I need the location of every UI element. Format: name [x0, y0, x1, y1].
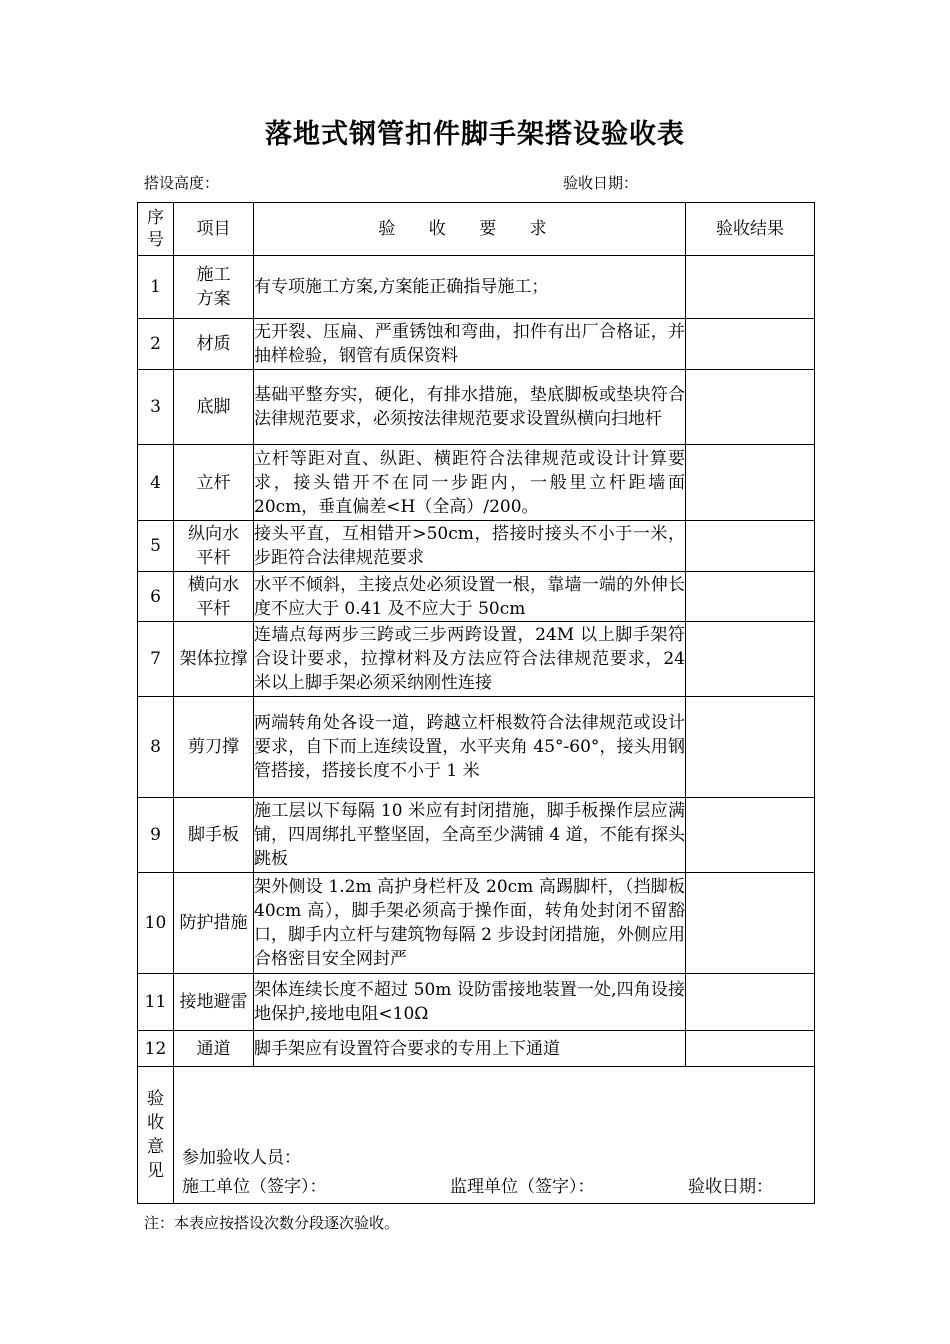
row-item: 架体拉撑 [174, 622, 254, 697]
supervision-sign-label: 监理单位（签字）： [450, 1177, 595, 1197]
row-seq: 3 [138, 370, 174, 445]
header-requirement: 验 收 要 求 [254, 203, 686, 256]
row-result[interactable] [686, 521, 815, 572]
participants-label: 参加验收人员： [182, 1148, 301, 1168]
page-title: 落地式钢管扣件脚手架搭设验收表 [265, 119, 685, 150]
table-row [138, 798, 815, 873]
row-item: 施工方案 [174, 256, 254, 319]
table-row [138, 521, 815, 572]
acceptance-date-label: 验收日期： [688, 1177, 773, 1197]
table-row [138, 256, 815, 319]
table-header-row [138, 203, 815, 256]
row-seq: 10 [138, 873, 174, 974]
table-row [138, 697, 815, 798]
row-result[interactable] [686, 256, 815, 319]
construction-sign-label: 施工单位（签字）： [182, 1177, 327, 1197]
table-row [138, 974, 815, 1031]
row-item: 防护措施 [174, 873, 254, 974]
row-requirement: 基础平整夯实，硬化，有排水措施，垫底脚板或垫块符合法律规范要求，必须按法律规范要求设置纵横向扫地杆 [254, 370, 686, 445]
acceptance-table [137, 202, 815, 1204]
table-row [138, 873, 815, 974]
opinion-label: 验收意见 [138, 1067, 174, 1204]
row-requirement: 脚手架应有设置符合要求的专用上下通道 [254, 1031, 686, 1067]
row-item: 脚手板 [174, 798, 254, 873]
table-row [138, 319, 815, 370]
row-item: 剪刀撑 [174, 697, 254, 798]
row-item: 底脚 [174, 370, 254, 445]
row-item: 立杆 [174, 445, 254, 521]
row-seq: 9 [138, 798, 174, 873]
header-seq: 序号 [138, 203, 174, 256]
header-item: 项目 [174, 203, 254, 256]
row-seq: 11 [138, 974, 174, 1031]
table-row [138, 622, 815, 697]
date-label: 验收日期： [563, 174, 639, 192]
row-result[interactable] [686, 974, 815, 1031]
row-result[interactable] [686, 873, 815, 974]
row-item: 材质 [174, 319, 254, 370]
row-result[interactable] [686, 370, 815, 445]
table-row [138, 370, 815, 445]
row-requirement: 有专项施工方案,方案能正确指导施工； [254, 256, 686, 319]
row-seq: 8 [138, 697, 174, 798]
row-seq: 5 [138, 521, 174, 572]
header-result: 验收结果 [686, 203, 815, 256]
row-seq: 12 [138, 1031, 174, 1067]
row-requirement: 两端转角处各设一道，跨越立杆根数符合法律规范或设计要求，自下而上连续设置，水平夹角 45°-60°，接头用钢管搭接，搭接长度不小于 1 米 [254, 697, 686, 798]
row-result[interactable] [686, 319, 815, 370]
row-item: 通道 [174, 1031, 254, 1067]
row-requirement: 水平不倾斜，主接点处必须设置一根，靠墙一端的外伸长度不应大于 0.41 及不应大于 50cm [254, 572, 686, 622]
row-seq: 1 [138, 256, 174, 319]
opinion-row [138, 1067, 815, 1204]
row-seq: 7 [138, 622, 174, 697]
height-label: 搭设高度： [144, 174, 220, 192]
row-requirement: 架外侧设 1.2m 高护身栏杆及 20cm 高踢脚杆，（挡脚板 40cm 高），脚手架必须高于操作面，转角处封闭不留豁口，脚手内立杆与建筑物每隔 2 步设封闭措施，外侧应用合格密目安全网封严 [254, 873, 686, 974]
row-requirement: 架体连续长度不超过 50m 设防雷接地装置一处,四角设接地保护,接地电阻<10Ω [254, 974, 686, 1031]
row-requirement: 接头平直，互相错开>50cm，搭接时接头不小于一米，步距符合法律规范要求 [254, 521, 686, 572]
row-result[interactable] [686, 798, 815, 873]
footnote: 注：本表应按搭设次数分段逐次验收。 [144, 1214, 400, 1232]
row-item: 横向水平杆 [174, 572, 254, 622]
signature-line [182, 1175, 842, 1199]
row-item: 接地避雷 [174, 974, 254, 1031]
opinion-cell[interactable] [174, 1067, 815, 1204]
table-row [138, 445, 815, 521]
row-result[interactable] [686, 697, 815, 798]
row-requirement: 施工层以下每隔 10 米应有封闭措施，脚手板操作层应满铺，四周绑扎平整坚固，全高至少满铺 4 道，不能有探头跳板 [254, 798, 686, 873]
row-result[interactable] [686, 445, 815, 521]
row-seq: 4 [138, 445, 174, 521]
row-result[interactable] [686, 622, 815, 697]
row-requirement: 连墙点每两步三跨或三步两跨设置，24M 以上脚手架符合设计要求，拉撑材料及方法应符合法律规范要求，24 米以上脚手架必须采纳刚性连接 [254, 622, 686, 697]
row-requirement: 无开裂、压扁、严重锈蚀和弯曲，扣件有出厂合格证，并抽样检验，钢管有质保资料 [254, 319, 686, 370]
row-result[interactable] [686, 1031, 815, 1067]
table-row [138, 1031, 815, 1067]
row-result[interactable] [686, 572, 815, 622]
row-seq: 2 [138, 319, 174, 370]
row-item: 纵向水平杆 [174, 521, 254, 572]
row-requirement: 立杆等距对直、纵距、横距符合法律规范或设计计算要求，接头错开不在同一步距内，一般里立杆距墙面 20cm，垂直偏差<H（全高）/200。 [254, 445, 686, 521]
table-row [138, 572, 815, 622]
row-seq: 6 [138, 572, 174, 622]
